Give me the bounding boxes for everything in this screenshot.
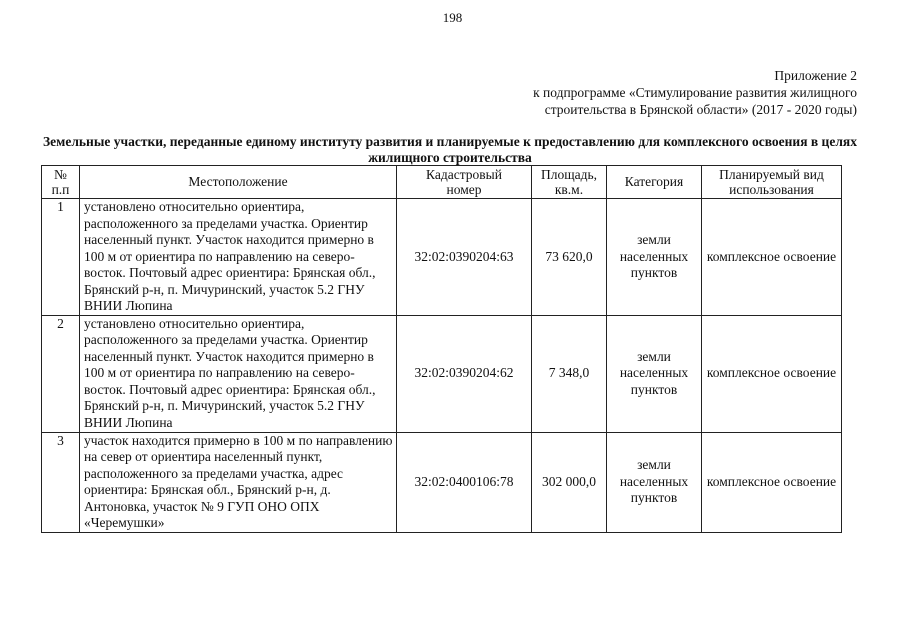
appendix-note: [533, 67, 857, 118]
row-number: 1: [42, 199, 80, 316]
row-number: 2: [42, 315, 80, 432]
header-usage-line1: Планируемый вид: [719, 166, 824, 182]
header-number: [42, 166, 80, 199]
table-header-row: [42, 166, 842, 199]
table-row: [42, 315, 842, 432]
header-cadastral-line2: номер: [446, 182, 482, 197]
appendix-line-1: Приложение 2: [774, 68, 857, 83]
row-location: участок находится примерно в 100 м по направлению на север от ориентира населенный пункт, расположенного за пределами участка, адрес ориентира: Брянская обл., Брянский р-н, д. Антоновка, участок № 9 ГУП ОНО ОПХ «Черемушки»: [80, 432, 397, 532]
row-usage: комплексное освоение: [702, 432, 842, 532]
header-cadastral: [397, 166, 532, 199]
row-cadastral: 32:02:0400106:78: [397, 432, 532, 532]
row-location: установлено относительно ориентира, расположенного за пределами участка. Ориентир населенный пункт. Участок находится примерно в 100 м от ориентира по направлению на северо-восток. Почтовый адрес ориентира: Брянская обл., Брянский р-н, п. Мичуринский, участок 5.2 ГНУ ВНИИ Люпина: [80, 199, 397, 316]
row-area: 73 620,0: [532, 199, 607, 316]
header-area-line1: Площадь,: [540, 166, 598, 182]
header-usage: [702, 166, 842, 199]
row-cadastral: 32:02:0390204:63: [397, 199, 532, 316]
row-area: 7 348,0: [532, 315, 607, 432]
header-number-line1: №: [54, 166, 67, 182]
header-usage-line2: использования: [729, 182, 814, 197]
table-row: [42, 432, 842, 532]
header-number-line2: п.п: [51, 182, 70, 197]
row-usage: комплексное освоение: [702, 199, 842, 316]
row-area: 302 000,0: [532, 432, 607, 532]
row-category: земли населенных пунктов: [607, 199, 702, 316]
header-area-line2: кв.м.: [554, 182, 584, 197]
document-title: Земельные участки, переданные единому институту развития и планируемые к предоставлению для комплексного освоения в целях жилищного строительства: [43, 134, 857, 165]
row-usage: комплексное освоение: [702, 315, 842, 432]
row-number: 3: [42, 432, 80, 532]
header-cadastral-line1: Кадастровый: [426, 166, 502, 182]
page-number: 198: [442, 10, 463, 25]
header-category: Категория: [607, 166, 702, 199]
header-area: [532, 166, 607, 199]
header-location: Местоположение: [80, 166, 397, 199]
row-location: установлено относительно ориентира, расположенного за пределами участка. Ориентир населенный пункт. Участок находится примерно в 100 м от ориентира по направлению на северо-восток. Почтовый адрес ориентира: Брянская обл., Брянский р-н, п. Мичуринский, участок 5.2 ГНУ ВНИИ Люпина: [80, 315, 397, 432]
appendix-line-3: строительства в Брянской области» (2017 - 2020 годы): [544, 102, 857, 117]
land-parcels-table: [41, 165, 842, 533]
table-row: [42, 199, 842, 316]
row-cadastral: 32:02:0390204:62: [397, 315, 532, 432]
row-category: земли населенных пунктов: [607, 432, 702, 532]
row-category: земли населенных пунктов: [607, 315, 702, 432]
appendix-line-2: к подпрограмме «Стимулирование развития жилищного: [533, 85, 857, 100]
